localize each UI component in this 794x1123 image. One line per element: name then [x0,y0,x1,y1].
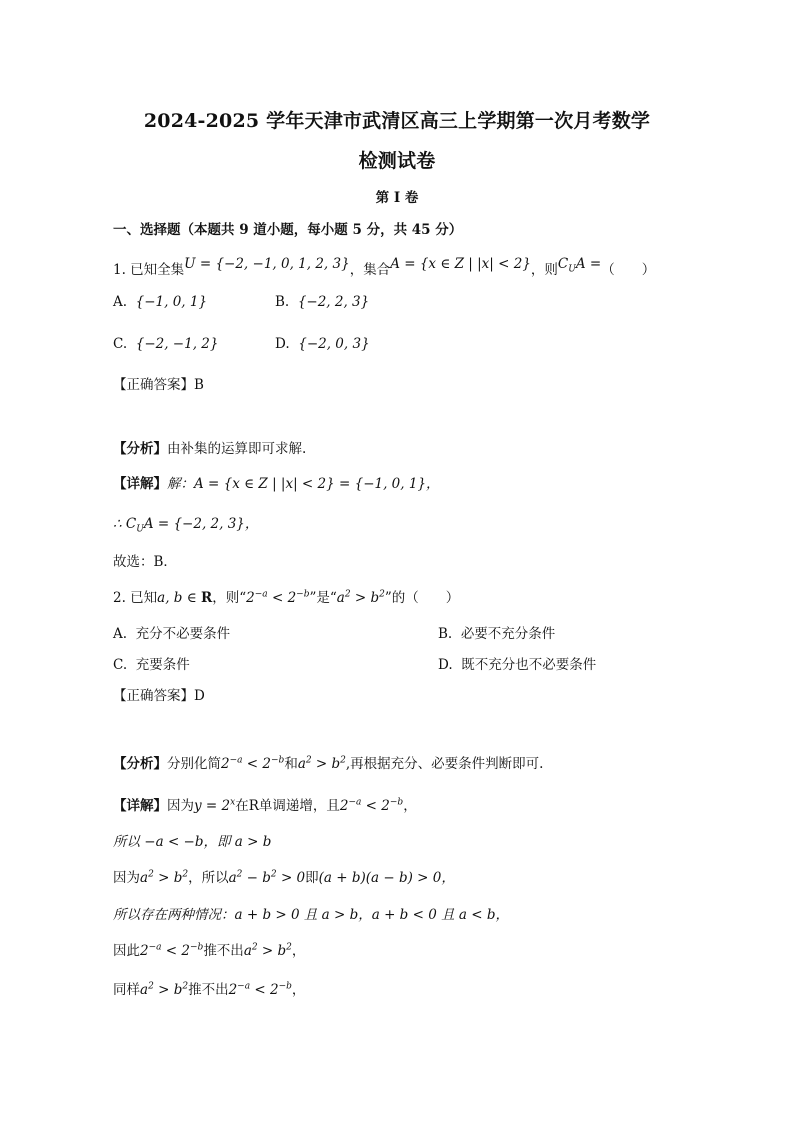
math: 2 [221,756,230,772]
option-value: {−2, −1, 2} [135,336,219,352]
math: > b [153,870,183,886]
math-exp: 2 [148,869,154,880]
q2-sq: 2 [344,589,351,600]
q2-cond2-gt: > b [350,590,380,606]
math: a [140,982,149,998]
q1-answer: 【正确答案】B [113,377,204,393]
math: R [248,798,259,814]
q2-option-d [438,653,596,673]
option-label: B. [275,294,290,310]
math-exp: 2 [236,869,243,880]
analysis-text: 由补集的运算即可求解. [167,441,307,457]
math-exp: −b [271,755,285,766]
math-exp: 2 [305,755,312,766]
math: < 2 [161,943,190,959]
q1-option-c [113,336,218,352]
q2-detail-line4 [113,903,509,923]
math: 2 [339,798,349,814]
detail-text: 因为 [167,798,194,814]
q2-vars: a, b ∈ [157,590,202,606]
option-value: 既不充分也不必要条件 [461,657,597,673]
question-2 [113,586,459,606]
detail-tag: 【详解】 [113,798,167,814]
q2-analysis [113,752,543,772]
detail-text: 同样 [113,982,140,998]
math: < 2 [242,756,271,772]
detail-text: 即 [305,870,319,886]
option-value: 充要条件 [135,657,190,673]
option-value: {−2, 2, 3} [297,294,370,310]
option-value: 充分不必要条件 [135,626,231,642]
q2-answer: 【正确答案】D [113,688,205,704]
q1-option-d [275,336,370,352]
detail-text: 所以 −a < −b，即 a > b [113,834,272,850]
math-exp: 2 [286,942,292,953]
q2-detail-line5: 因此$2^{-a} < 2^{-b}$推不出$a^2 > b^2$， [113,942,306,959]
detail-text: ，所以 [188,870,229,886]
math: 2 [140,943,149,959]
q2-cond1: 2 [246,590,255,606]
math-exp: −b [278,981,292,992]
math: > b [153,982,183,998]
analysis-text: 和 [284,756,298,772]
math: 2 [228,982,238,998]
section-header: 一、选择题（本题共 9 道小题，每小题 5 分，共 45 分） [113,222,463,238]
q2-detail-line1: 【详解】因为$y = 2^x$在R单调递增，且$2^{-a} < 2^{-b}$， [113,797,417,814]
math: > b [257,943,287,959]
question-1 [113,258,655,278]
option-label: C. [113,336,128,352]
detail-text: 解：A = {x ∈ Z | |x| < 2} = {−1, 0, 1}， [167,476,440,492]
q1-complement: C [557,256,569,272]
detail-text: 所以存在两种情况：a + b > 0 且 a > b，a + b < 0 且 a < b， [113,907,509,923]
analysis-text: 分别化简 [167,756,221,772]
q2-cond1-exp2: −b [296,589,310,600]
detail-text-tail: A = {−2, 2, 3}， [143,516,259,532]
q2-option-b [438,622,555,642]
q2-cond1-lt: < 2 [267,590,297,606]
q1-detail-line2 [113,512,259,535]
math: (a + b)(a − b) > 0， [318,870,455,886]
q1-detail-line1 [113,472,440,492]
math-exp: 2 [340,755,346,766]
analysis-text: ,再根据充分、必要条件判断即可. [345,756,544,772]
volume-label: 第 I 卷 [375,190,419,206]
q1-option-a [113,294,207,310]
q2-is: ”是“ [309,590,337,606]
detail-text: 因为 [113,870,140,886]
math: < 2 [250,982,279,998]
q2-option-a [113,622,230,642]
q2-cond2: a [336,590,345,606]
q2-detail-line3: 因为$a^2 > b^2$，所以$a^2 - b^2 > 0$即(a + b)(a − b) > 0， [113,869,455,886]
page-title-line2: 检测试卷 [358,150,436,172]
math-exp: 2 [148,981,154,992]
option-value: {−1, 0, 1} [135,294,208,310]
detail-sub: U [136,524,144,535]
math-exp: −a [348,797,362,808]
math-exp: −a [229,755,243,766]
option-label: A. [113,294,128,310]
q1-mid: ，集合 [349,262,391,278]
option-value: 必要不充分条件 [460,626,556,642]
math: < 2 [361,798,390,814]
q1-set-u: U = {−2, −1, 0, 1, 2, 3} [184,256,350,272]
option-value: {−2, 0, 3} [298,336,370,352]
q1-complement-tail: A = [575,256,602,272]
detail-tag: 【详解】 [113,476,167,492]
math-exp: 2 [182,981,189,992]
math: a [140,870,149,886]
option-label: C. [113,657,128,673]
q1-set-a: A = {x ∈ Z | |x| < 2} [390,256,531,272]
math-exp: −a [237,981,251,992]
detail-text: 因此 [113,943,140,959]
detail-text: 单调递增，且 [258,798,340,814]
math-exp: 2 [251,942,258,953]
option-label: D. [275,336,290,352]
q2-detail-line2 [113,830,271,850]
q1-prefix: 1. 已知全集 [113,262,185,278]
q2-detail-line6: 同样$a^2 > b^2$推不出$2^{-a} < 2^{-b}$， [113,981,306,998]
option-label: B. [438,626,453,642]
detail-text: ∴ C [113,516,137,532]
q1-detail-line3: 故选：B． [113,554,177,570]
math-exp: −b [389,797,404,808]
math-exp: −b [190,942,204,953]
math: a [243,943,252,959]
q1-analysis [113,437,306,457]
q2-sq: 2 [379,589,385,600]
q1-then: ，则 [530,262,558,278]
math: y = 2 [194,798,231,814]
math-exp: −a [148,942,162,953]
q2-tail: ”的（ ） [384,590,460,606]
page-title: 2024-2025 学年天津市武清区高三上学期第一次月考数学 [143,110,651,132]
q2-then: ，则“ [212,590,247,606]
analysis-tag: 【分析】 [113,441,167,457]
math-exp: 2 [182,869,189,880]
q2-real-set: R [201,590,213,606]
q1-blank: （ ） [601,262,656,278]
q1-complement-sub: U [568,264,576,275]
math-exp: x [230,797,236,808]
q2-option-c [113,653,190,673]
q2-cond1-exp: −a [254,589,268,600]
analysis-tag: 【分析】 [113,756,167,772]
math-exp: 2 [270,869,277,880]
q1-option-b [275,294,369,310]
option-label: D. [438,657,453,673]
math: > b [311,756,341,772]
detail-text: 推不出 [203,943,244,959]
math: a [297,756,306,772]
q2-prefix: 2. 已知 [113,590,158,606]
option-label: A. [113,626,128,642]
detail-text: 推不出 [188,982,229,998]
detail-text: 在 [235,798,249,814]
